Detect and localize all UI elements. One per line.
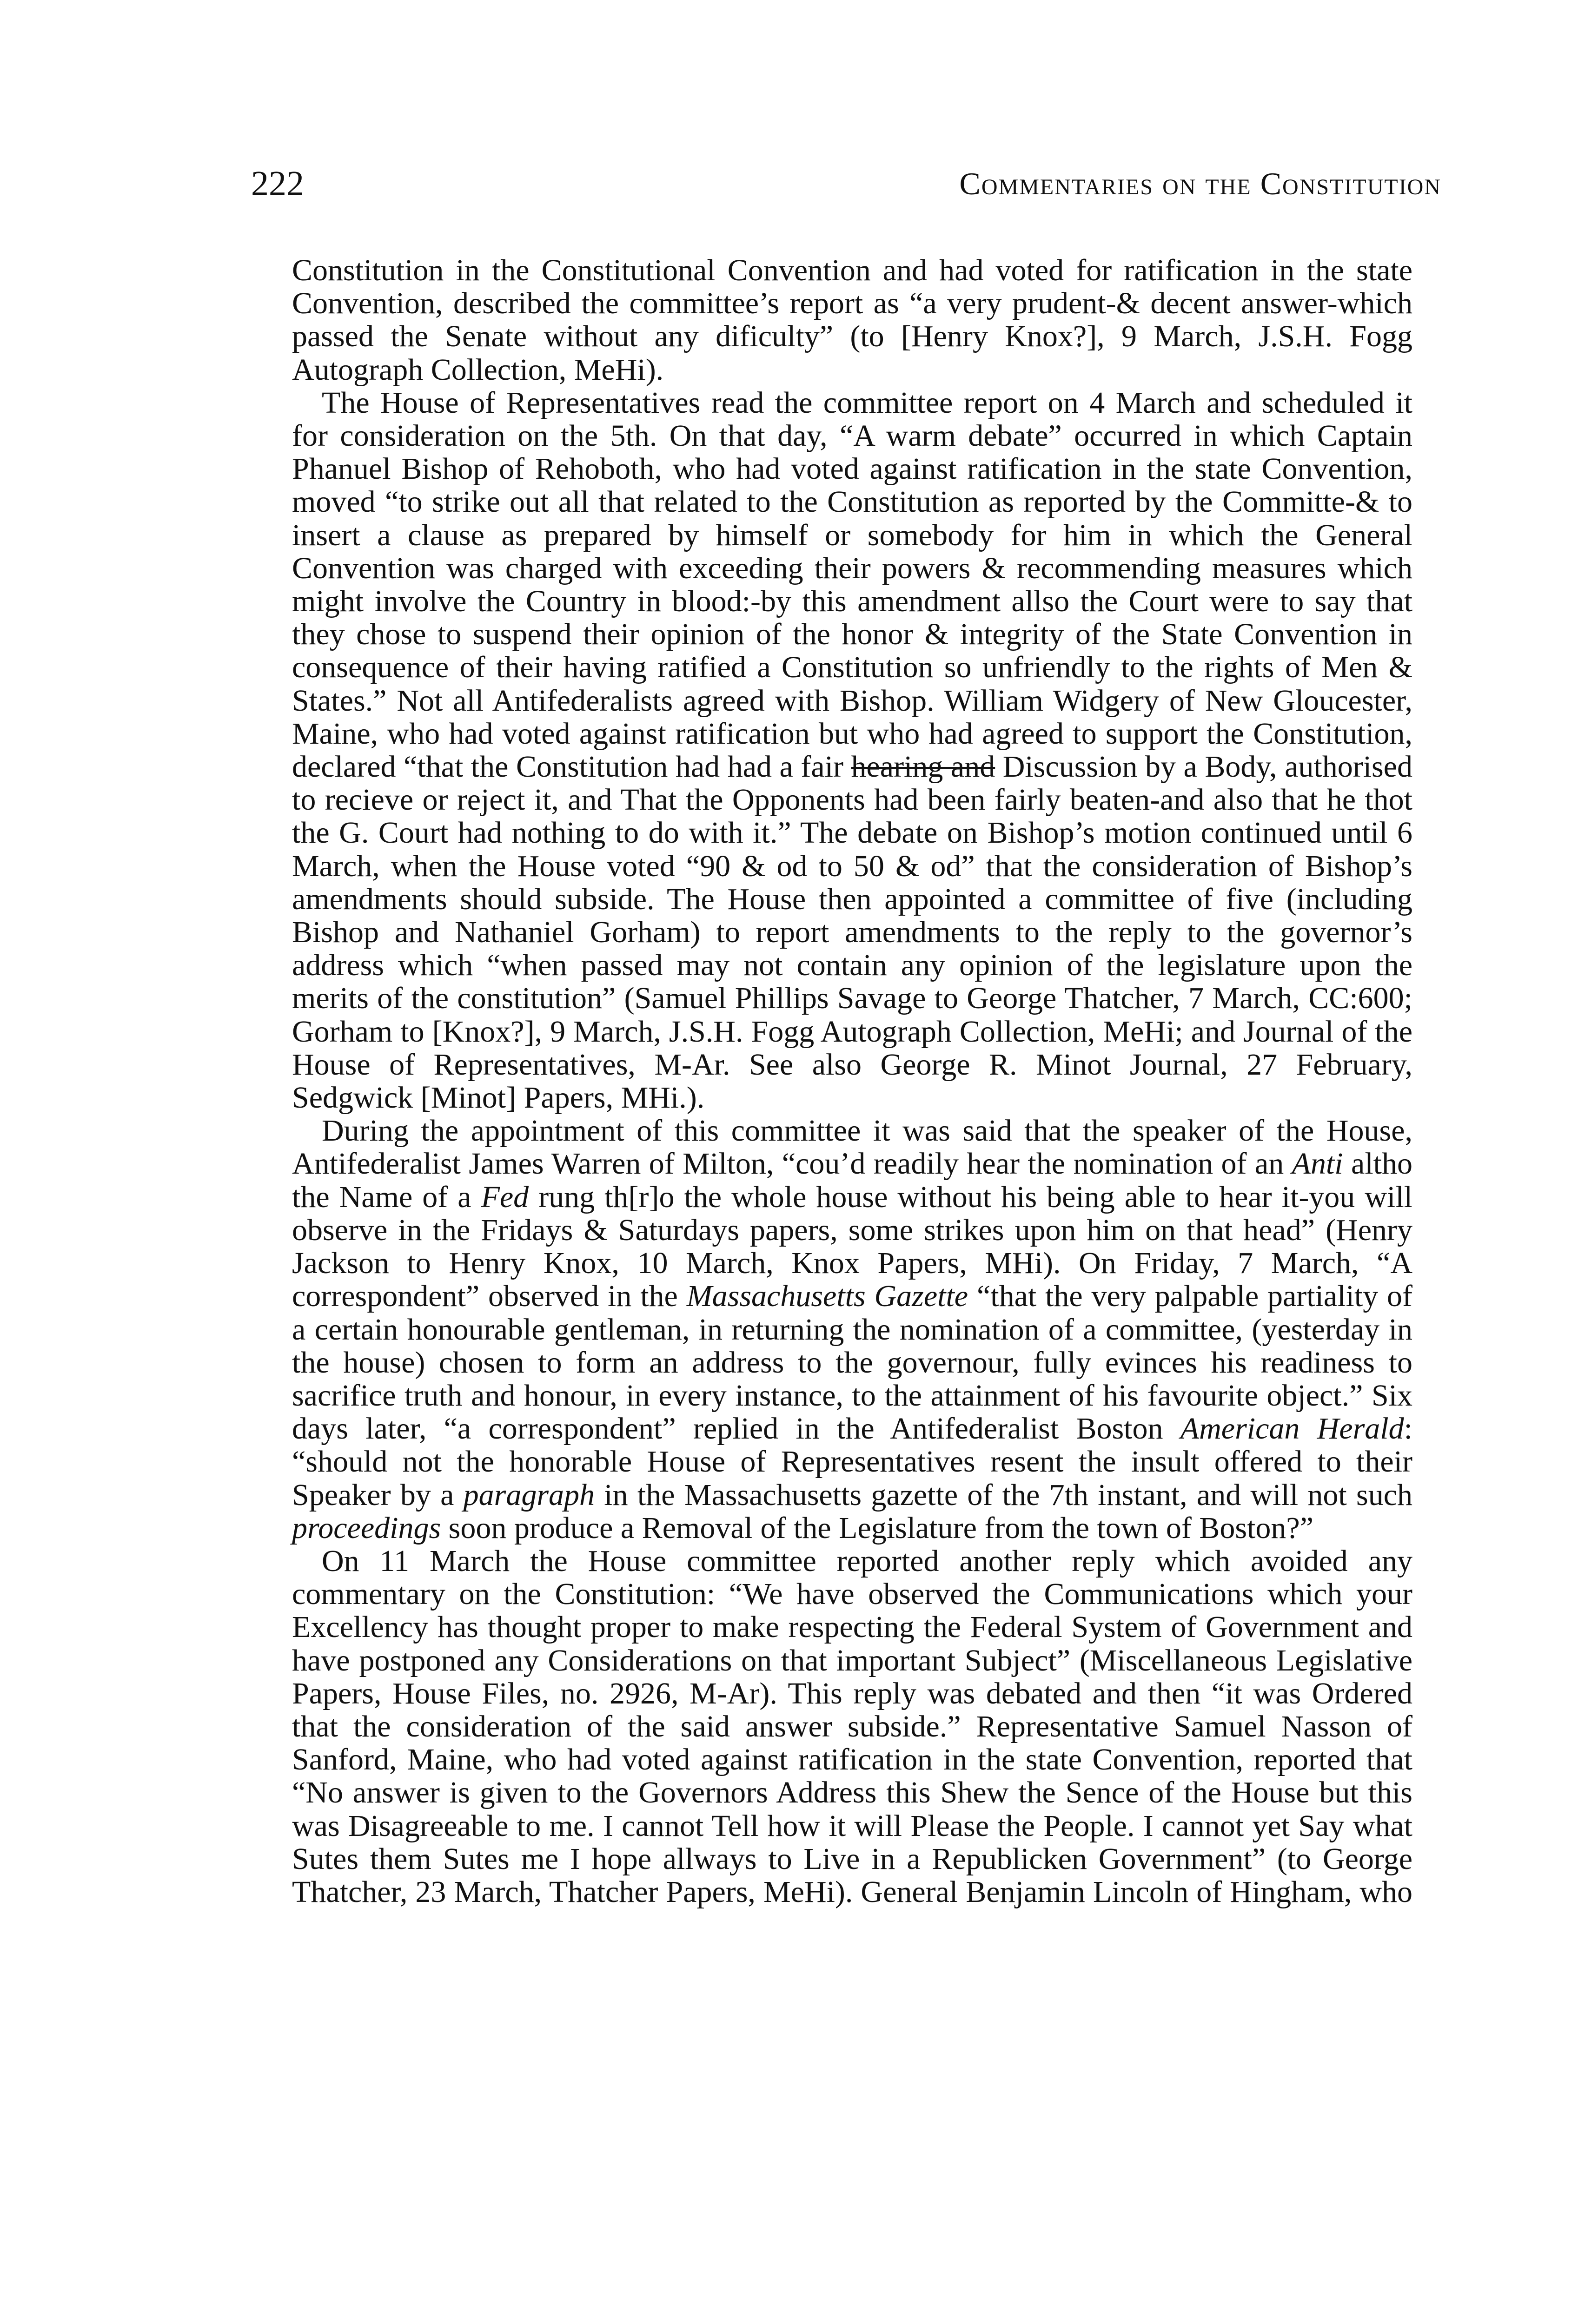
paragraph-text: soon produce a Removal of the Legislature from the town of Boston?”	[448, 1511, 1313, 1545]
paragraph-text: Constitution in the Constitutional Convention and had voted for ratification in the state Convention, described the committee’s report as “a very prudent-& decent answer-which passed the Senate without any dificulty” (to [Henry Knox?], 9 March, J.S.H. Fogg Autograph Collection, MeHi).	[292, 253, 1412, 387]
paragraph-committee-reply	[292, 1545, 1412, 1908]
running-head	[251, 158, 1441, 209]
italic-newspaper-title: American Herald	[1180, 1412, 1404, 1446]
paragraph-text: rung th[r]o the whole house without his being able to hear it-you will observe in the Fridays & Saturdays papers, some strikes upon him on that head” (Henry Jackson to Henry Knox, 10 March, Knox Papers, MHi). On Friday, 7 March, “A correspondent” observed in the	[292, 1180, 1412, 1314]
italic-term: proceedings	[292, 1511, 441, 1545]
italic-newspaper-title: Massachusetts Gazette	[686, 1279, 968, 1314]
struck-through-text: hearing and	[851, 750, 995, 784]
paragraph-speaker-warren	[292, 1114, 1412, 1545]
body-text	[292, 254, 1412, 1908]
paragraph-text: The House of Representatives read the committee report on 4 March and scheduled it for consideration on the 5th. On that day, “A warm debate” occurred in which Captain Phanuel Bishop of Rehoboth, who had voted against ratification in the state Convention, moved “to strike out all that related to the Constitution as reported by the Committe-& to insert a clause as prepared by himself or somebody for him in which the General Convention was charged with exceeding their powers & recommending measures which might involve the Country in blood:-by this amendment allso the Court were to say that they chose to suspend their opinion of the honor & integrity of the State Convention in consequence of their having ratified a Constitution so unfriendly to the rights of Men & States.” Not all Antifederalists agreed with Bishop. William Widgery of New Gloucester, Maine, who had voted against ratification but who had agreed to support the Constitution, declared “that the Constitution had had a fair	[292, 385, 1412, 784]
paragraph-text: : “should not the honorable House of Representatives resent the insult offered to their Speaker by a	[292, 1412, 1412, 1512]
paragraph-text: “that the very palpable partiality of a certain honourable gentleman, in returning the nomination of a committee, (yesterday in the house) chosen to form an address to the governour, fully evinces his readiness to sacrifice truth and honour, in every instance, to the attainment of his favourite object.” Six days later, “a correspondent” replied in the Antifederalist Boston	[292, 1279, 1413, 1446]
italic-term: Anti	[1292, 1147, 1343, 1181]
paragraph-house-debate	[292, 386, 1412, 1114]
page-number: 222	[251, 164, 304, 203]
paragraph-text: On 11 March the House committee reported another reply which avoided any commentary on the Constitution: “We have observed the Communications which your Excellency has thought proper to make respecting the Federal System of Government and have postponed any Considerations on that important Subject” (Miscellaneous Legislative Papers, House Files, no. 2926, M-Ar). This reply was debated and then “it was Ordered that the consideration of the said answer subside.” Representative Samuel Nasson of Sanford, Maine, who had voted against ratification in the state Convention, reported that “No answer is given to the Governors Address this Shew the Sence of the House but this was Disagreeable to me. I cannot Tell how it will Please the People. I cannot yet Say what Sutes them Sutes me I hope allways to Live in a Republicken Government” (to George Thatcher, 23 March, Thatcher Papers, MeHi). General Benjamin Lincoln of Hingham, who	[292, 1544, 1412, 1909]
paragraph-text: During the appointment of this committee it was said that the speaker of the House, Antifederalist James Warren of Milton, “cou’d readily hear the nomination of an	[292, 1114, 1412, 1181]
paragraph-continuation	[292, 254, 1412, 386]
paragraph-text: altho the Name of a	[292, 1147, 1413, 1214]
paragraph-text: Discussion by a Body, authorised to recieve or reject it, and That the Opponents had been fairly beaten-and also that he thot the G. Court had nothing to do with it.” The debate on Bishop’s motion continued until 6 March, when the House voted “90 & od to 50 & od” that the consideration of Bishop’s amendments should subside. The House then appointed a committee of five (including Bishop and Nathaniel Gorham) to report amendments to the reply to the governor’s address which “when passed may not contain any opinion of the legislature upon the merits of the constitution” (Samuel Phillips Savage to George Thatcher, 7 March, CC:600; Gorham to [Knox?], 9 March, J.S.H. Fogg Autograph Collection, MeHi; and Journal of the House of Representatives, M-Ar. See also George R. Minot Journal, 27 February, Sedgwick [Minot] Papers, MHi.).	[292, 750, 1413, 1115]
italic-term: Fed	[481, 1180, 529, 1214]
paragraph-text: in the Massachusetts gazette of the 7th instant, and will not such	[604, 1478, 1412, 1512]
italic-term: paragraph	[463, 1478, 595, 1512]
running-title: Commentaries on the Constitution	[959, 166, 1441, 201]
